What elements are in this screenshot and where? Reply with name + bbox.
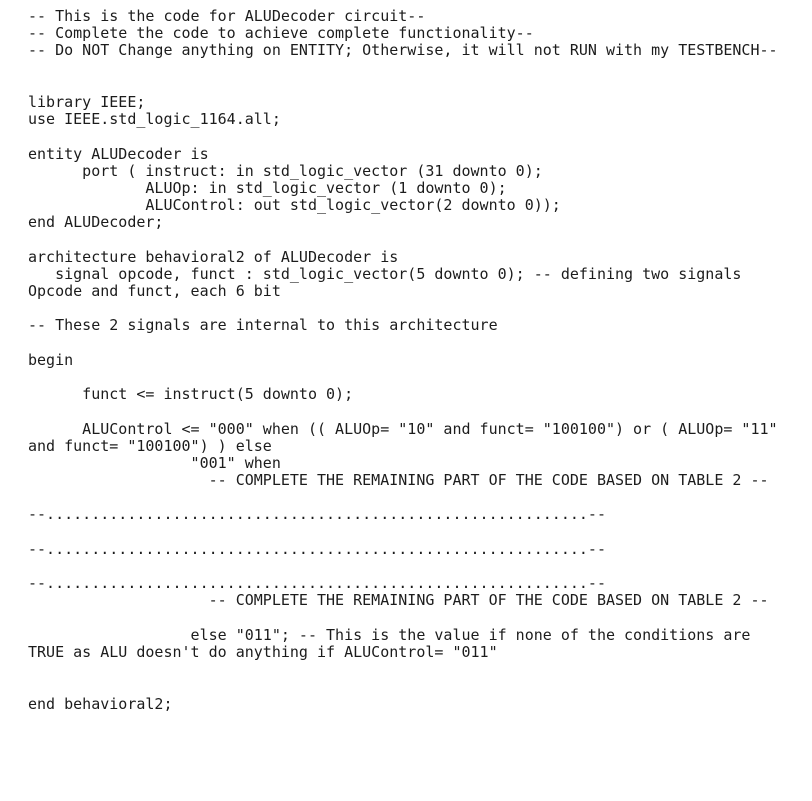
code-line: [28, 678, 812, 695]
code-line: end behavioral2;: [28, 694, 173, 713]
code-line: Opcode and funct, each 6 bit: [28, 282, 281, 300]
code-line: [28, 403, 812, 420]
code-line: [28, 128, 812, 145]
code-line: else "011"; -- This is the value if none of the conditions are: [28, 625, 751, 644]
code-line: use IEEE.std_logic_1164.all;: [28, 110, 281, 129]
code-line: [28, 60, 812, 77]
code-line: -- COMPLETE THE REMAINING PART OF THE CODE BASED ON TABLE 2 --: [28, 471, 769, 490]
code-line: signal opcode, funct : std_logic_vector(5 downto 0); -- defining two signals: [28, 264, 742, 283]
code-line: funct <= instruct(5 downto 0);: [28, 385, 354, 404]
code-line: [28, 524, 812, 541]
code-line: architecture behavioral2 of ALUDecoder is: [28, 247, 399, 266]
code-line: [28, 489, 812, 506]
code-line: TRUE as ALU doesn't do anything if ALUControl= "011": [28, 642, 498, 661]
code-line: [28, 300, 812, 317]
code-line: ALUControl: out std_logic_vector(2 downto 0));: [28, 196, 561, 215]
code-line: -- This is the code for ALUDecoder circuit--: [28, 7, 426, 25]
code-line: [28, 77, 812, 94]
code-line: -- Complete the code to achieve complete functionality--: [28, 24, 534, 43]
code-line: [28, 231, 812, 248]
code-line: [28, 558, 812, 575]
code-line: [28, 661, 812, 678]
code-line: entity ALUDecoder is: [28, 144, 209, 163]
code-line: -- These 2 signals are internal to this architecture: [28, 316, 498, 335]
code-line: --............................................................--: [28, 505, 606, 524]
code-line: -- COMPLETE THE REMAINING PART OF THE CODE BASED ON TABLE 2 --: [28, 591, 769, 610]
code-line: end ALUDecoder;: [28, 213, 164, 232]
code-line: ALUOp: in std_logic_vector (1 downto 0);: [28, 178, 507, 197]
code-line: --............................................................--: [28, 539, 606, 558]
code-line: ALUControl <= "000" when (( ALUOp= "10" and funct= "100100") or ( ALUOp= "11": [28, 419, 778, 438]
code-line: [28, 335, 812, 352]
code-line: [28, 369, 812, 386]
code-line: -- Do NOT Change anything on ENTITY; Otherwise, it will not RUN with my TESTBENCH--: [28, 41, 778, 60]
code-line: port ( instruct: in std_logic_vector (31 downto 0);: [28, 161, 543, 180]
code-line: --............................................................--: [28, 574, 606, 593]
code-line: library IEEE;: [28, 92, 146, 111]
code-line: begin: [28, 350, 74, 369]
code-line: and funct= "100100") ) else: [28, 436, 272, 455]
code-line: "001" when: [28, 453, 281, 472]
code-line: [28, 610, 812, 627]
